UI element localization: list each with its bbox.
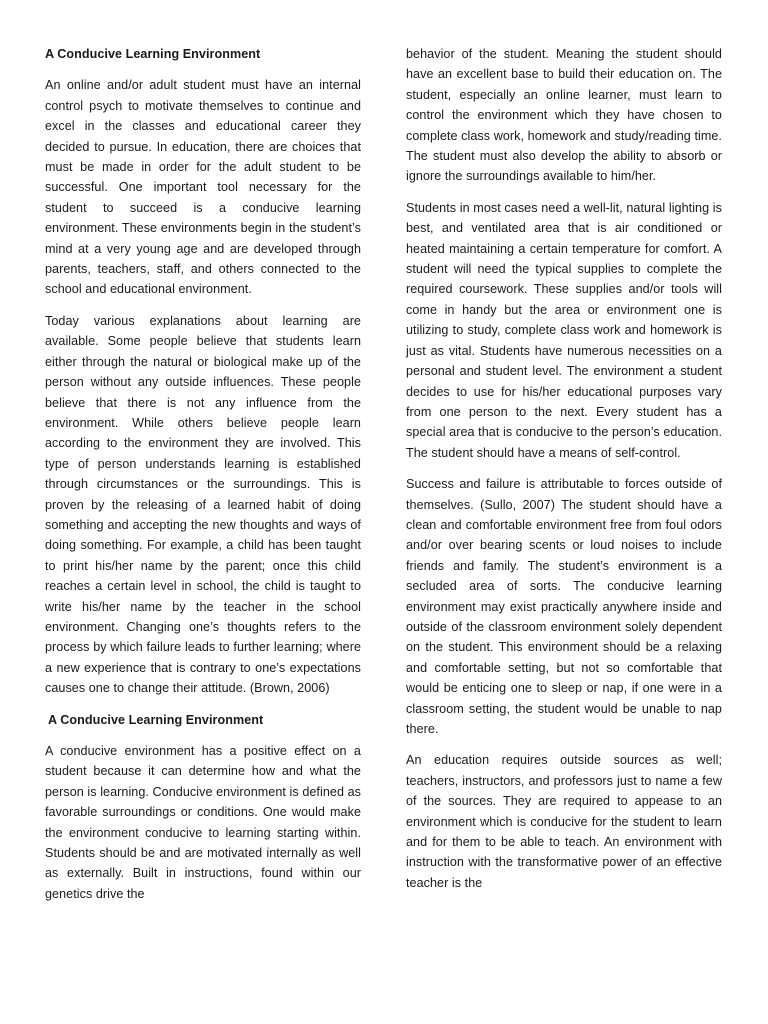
paragraph: A conducive environment has a positive effect on a student because it can determine how and what the person is learning. Conducive environment is defined as favorable surroundings or conditions. One would make the environment conducive to learning starting within. Students should be and are motivated internally as well as externally. Built in instructions, found within our genetics drive the: [45, 744, 361, 901]
left-column: [45, 44, 361, 915]
paragraph: behavior of the student. Meaning the student should have an excellent base to build their education on. The student, especially an online learner, must learn to control the environment which they have chosen to complete class work, homework and study/reading time. The student must also develop the ability to absorb or ignore the surroundings available to him/her.: [406, 47, 722, 184]
section-heading: A Conducive Learning Environment: [45, 47, 261, 61]
paragraph: Today various explanations about learning are available. Some people believe that students learn either through the natural or biological make up of the person without any outside influences. These people believe that there is not any influence from the environment. While others believe people learn according to the environment they are involved. This type of person understands learning is established through circumstances or the surroundings. This is proven by the releasing of a learned habit of doing something and accepting the new thoughts and ways of doing something. For example, a child has been taught to print his/her name by the parent; once this child reaches a certain level in school, the child is taught to write his/her name by the teacher in the school environment. Changing one’s thoughts refers to the process by which failure leads to further learning; where a new experience that is contrary to one’s expectations causes one to change their attitude. (Brown, 2006): [45, 313, 361, 696]
paragraph: Students in most cases need a well-lit, natural lighting is best, and ventilated area that is air conditioned or heated maintaining a certain temperature for comfort. A student will need the typical supplies to complete the required coursework. These supplies and/or tools will come in handy but the area or environment one is utilizing to study, complete class work and homework is just as vital. Students have numerous necessities on a personal and student level. The environment a student decides to use for his/her educational purposes vary from one person to the next. Every student has a special area that is conducive to the person’s education. The student should have a means of self-control.: [406, 200, 722, 460]
right-column: [406, 44, 722, 904]
paragraph: Success and failure is attributable to forces outside of themselves. (Sullo, 2007) The student should have a clean and comfortable environment free from foul odors and/or over bearing scents or loud noises to include friends and family. The student’s environment is a secluded area of sorts. The conducive learning environment may exist practically anywhere inside and outside of the classroom environment solely dependent on the student. This environment should be a relaxing and comfortable setting, but not so comfortable that would be enticing one to sleep or nap, if one were in a classroom setting, the student would be unable to nap there.: [406, 477, 722, 736]
section-heading: A Conducive Learning Environment: [48, 712, 264, 727]
paragraph: An education requires outside sources as well; teachers, instructors, and professors just to name a few of the sources. They are required to appease to an environment which is conducive for the student to learn and for them to be able to teach. An environment with instruction with the transformative power of an effective teacher is the: [406, 753, 722, 890]
paragraph: An online and/or adult student must have an internal control psych to motivate themselves to continue and excel in the classes and educational career they decided to pursue. In education, there are choices that must be made in order for the adult student to be successful. One important tool necessary for the student to succeed is a conducive learning environment. These environments begin in the student’s mind at a very young age and are developed through parents, teachers, staff, and others connected to the school and educational environment.: [45, 78, 361, 297]
